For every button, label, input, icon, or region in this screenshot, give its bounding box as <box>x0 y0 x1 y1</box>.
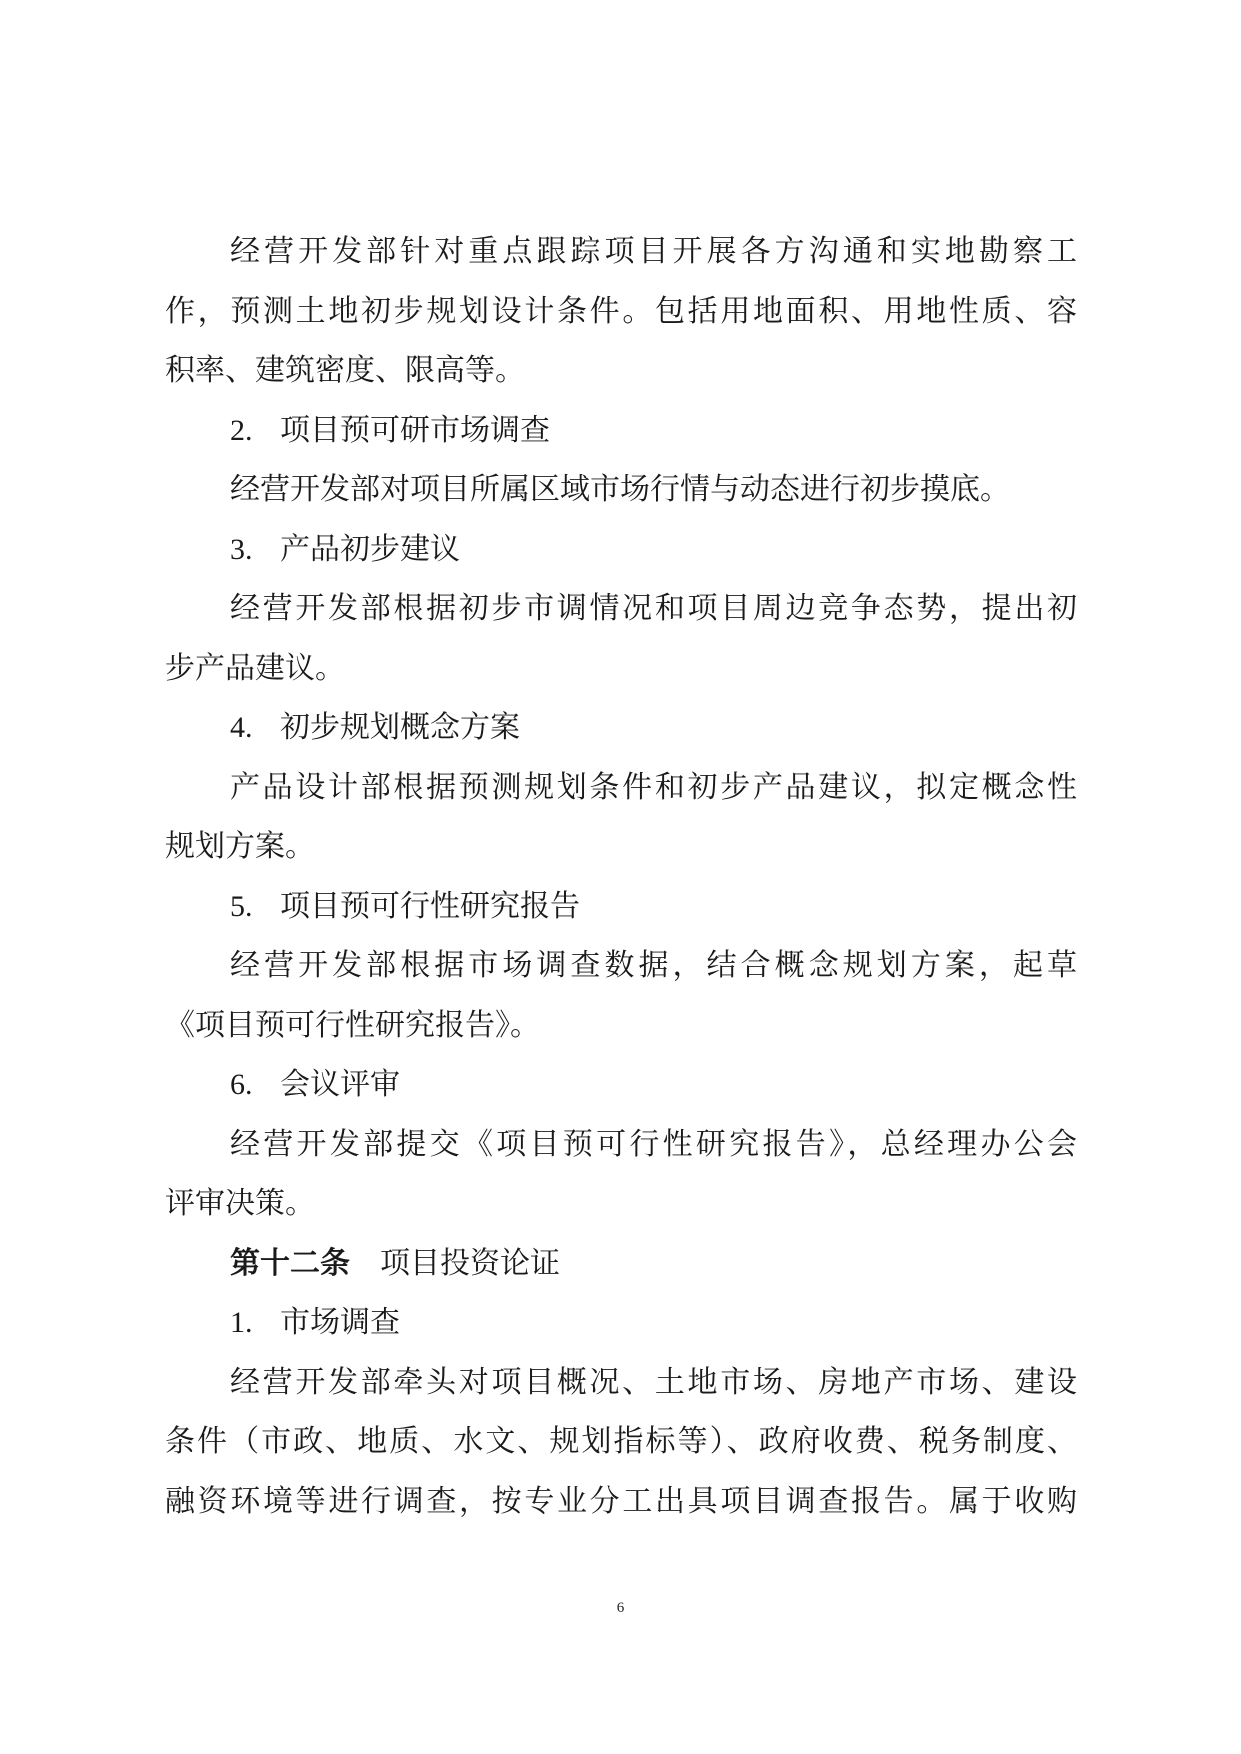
list-number: 2. <box>230 413 253 447</box>
page-number: 6 <box>616 1600 625 1616</box>
list-heading <box>165 877 1077 937</box>
list-heading-text: 产品初步建议 <box>280 531 460 567</box>
document-body <box>165 222 1077 1531</box>
paragraph-line: 经营开发部根据市场调查数据，结合概念规划方案，起草 <box>230 948 1077 983</box>
list-heading-text: 初步规划概念方案 <box>280 710 520 745</box>
list-heading-text: 项目预可研市场调查 <box>280 412 550 448</box>
list-heading <box>165 1293 1077 1353</box>
list-number: 3. <box>230 532 253 566</box>
list-number: 5. <box>230 889 253 923</box>
list-number: 6. <box>230 1068 253 1101</box>
paragraph-line: 《项目预可行性研究报告》。 <box>165 1007 540 1043</box>
list-heading <box>165 698 1077 758</box>
list-heading-text: 市场调查 <box>280 1305 400 1340</box>
paragraph-line: 经营开发部提交《项目预可行性研究报告》，总经理办公会 <box>230 1126 1077 1162</box>
paragraph-line: 经营开发部对项目所属区域市场行情与动态进行初步摸底。 <box>230 472 1010 507</box>
list-number: 4. <box>230 711 253 744</box>
paragraph-line: 作，预测土地初步规划设计条件。包括用地面积、用地性质、容 <box>165 293 1077 329</box>
paragraph-line: 经营开发部牵头对项目概况、土地市场、房地产市场、建设 <box>230 1364 1077 1400</box>
paragraph-line: 经营开发部根据初步市调情况和项目周边竞争态势，提出初 <box>230 591 1077 626</box>
paragraph-line: 融资环境等进行调查，按专业分工出具项目调查报告。属于收购 <box>165 1483 1077 1519</box>
list-heading-text: 会议评审 <box>280 1067 400 1102</box>
paragraph-line: 条件（市政、地质、水文、规划指标等）、政府收费、税务制度、 <box>165 1424 1077 1459</box>
list-number: 1. <box>230 1306 253 1339</box>
paragraph-line: 经营开发部针对重点跟踪项目开展各方沟通和实地勘察工 <box>230 234 1077 269</box>
paragraph-line: 积率、建筑密度、限高等。 <box>165 353 525 388</box>
article-label: 第十二条 <box>230 1245 350 1281</box>
paragraph-line: 步产品建议。 <box>165 650 345 686</box>
paragraph-line: 规划方案。 <box>165 829 315 864</box>
paragraph-line: 产品设计部根据预测规划条件和初步产品建议，拟定概念性 <box>230 769 1077 805</box>
list-heading <box>165 401 1077 461</box>
list-heading <box>165 520 1077 580</box>
paragraph-line: 评审决策。 <box>165 1186 315 1221</box>
article-title: 项目投资论证 <box>380 1245 560 1281</box>
article-heading <box>165 1234 1077 1294</box>
list-heading <box>165 1055 1077 1115</box>
list-heading-text: 项目预可行性研究报告 <box>280 888 580 924</box>
